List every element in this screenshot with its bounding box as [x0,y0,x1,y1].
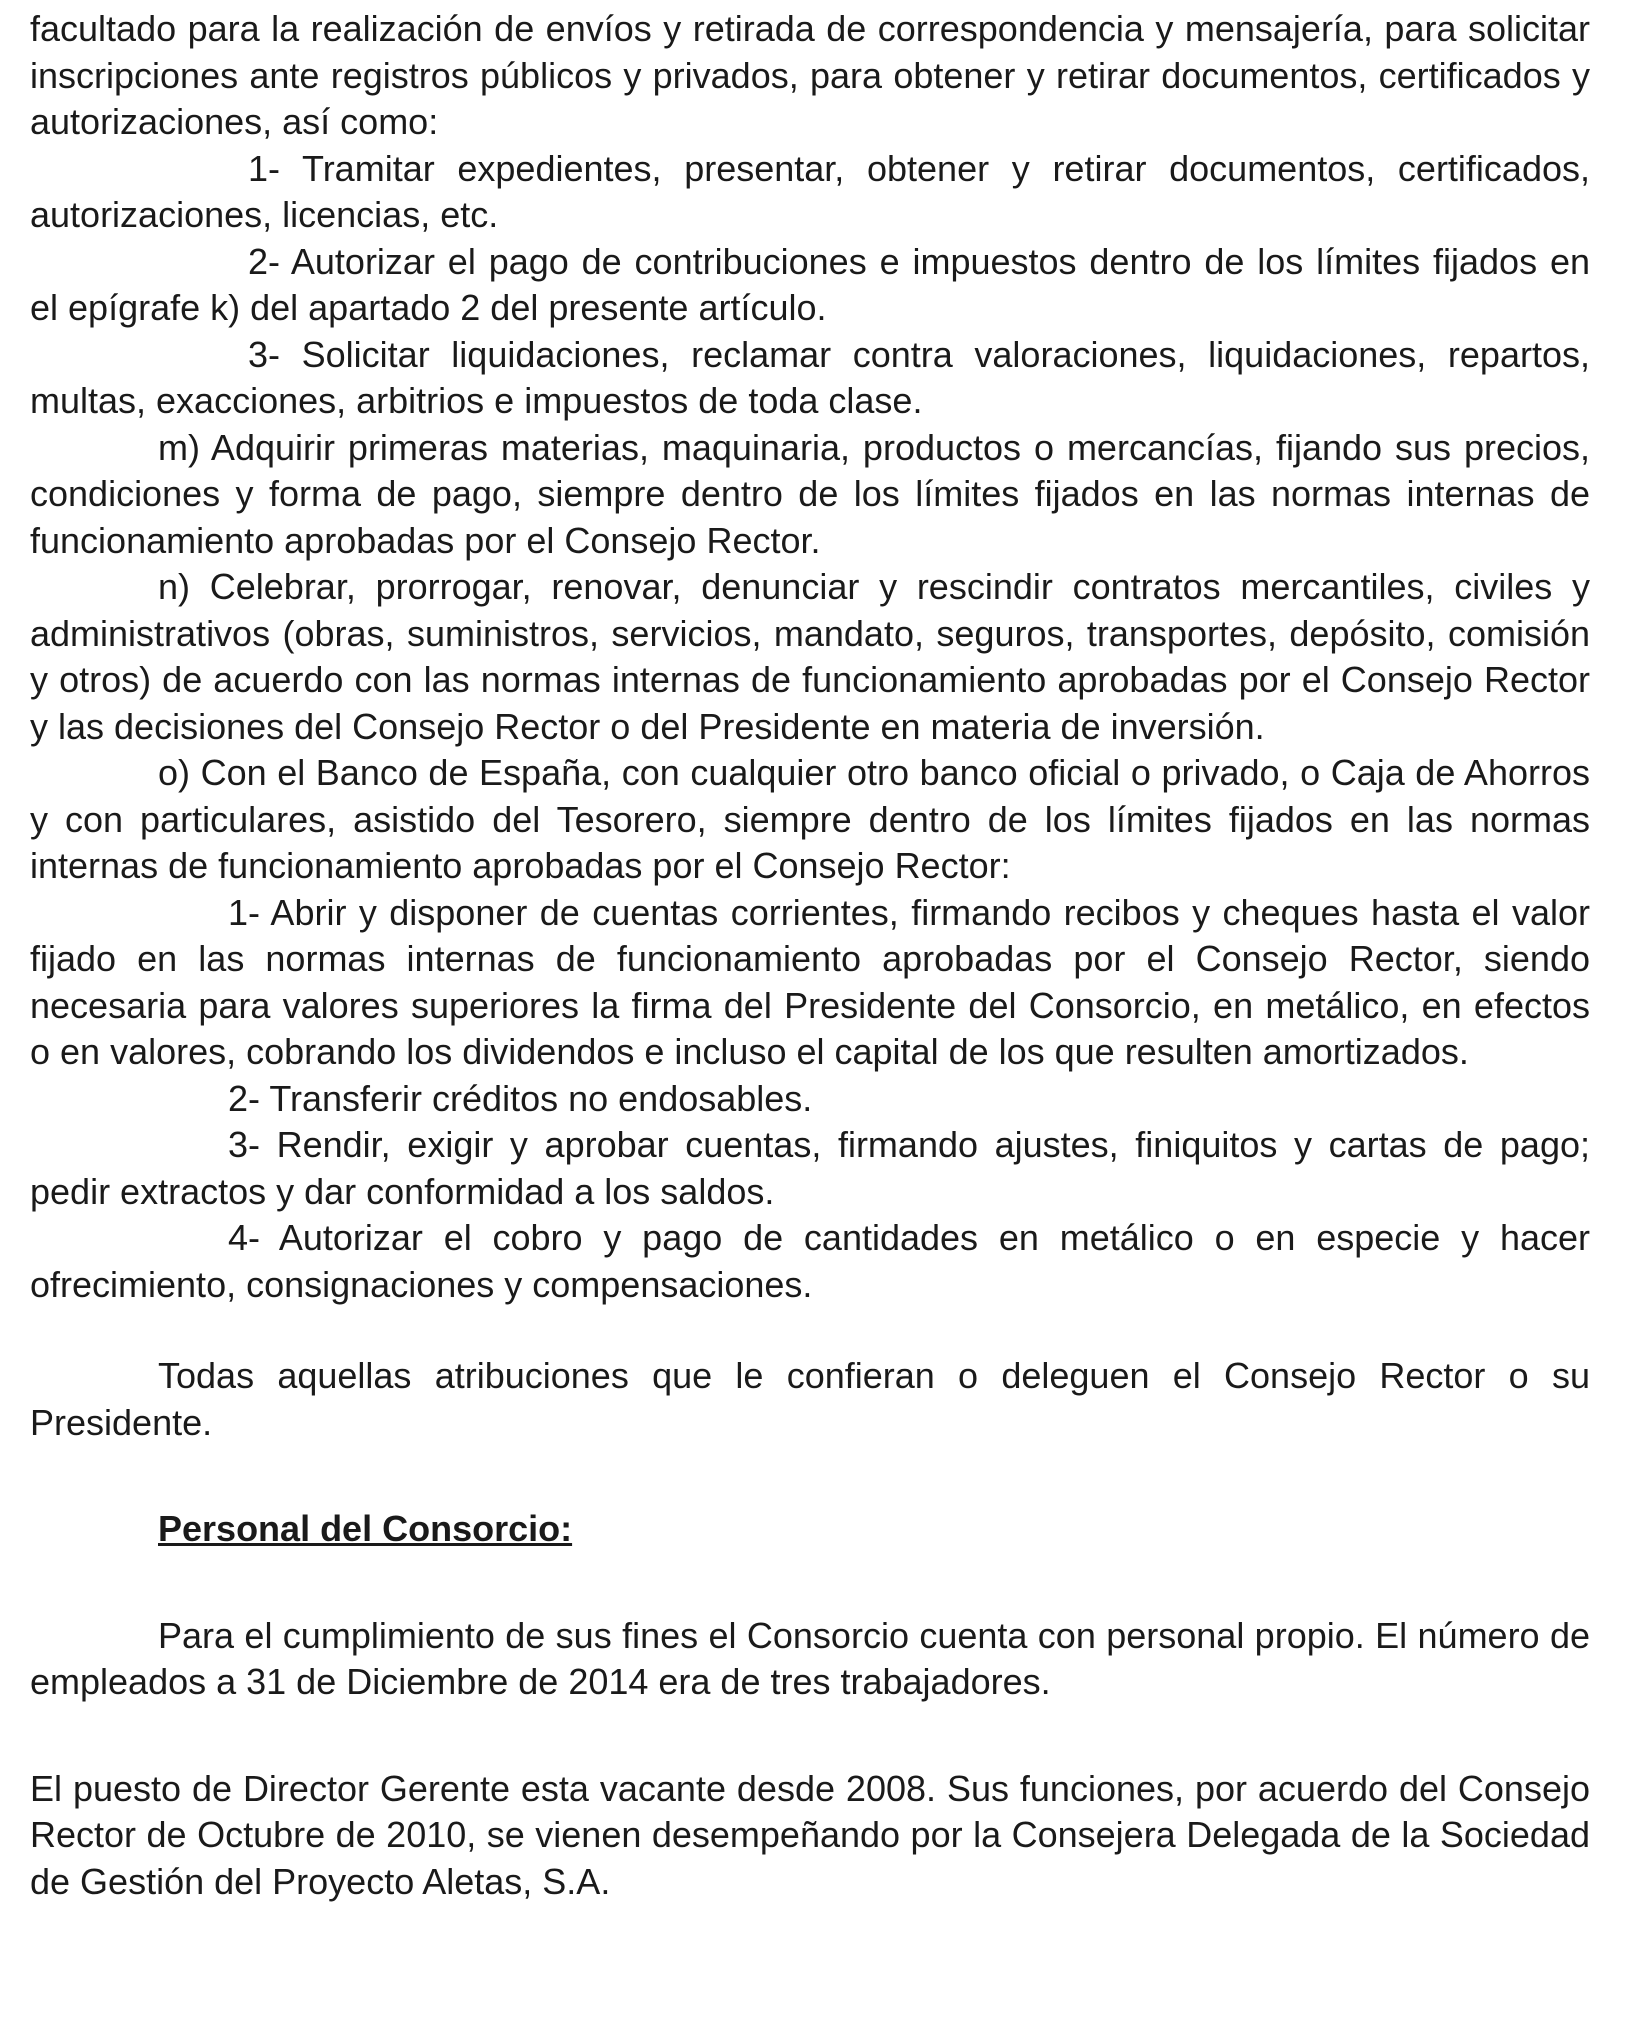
list-item-o-2: 2- Transferir créditos no endosables. [228,1077,813,1119]
paragraph-intro: facultado para la realización de envíos y retirada de correspondencia y mensajería, para solicitar inscripciones ante registros públicos y privados, para obtener y retirar documentos, certificados y autorizaciones, así como: [30,8,1590,142]
paragraph-director: El puesto de Director Gerente esta vacante desde 2008. Sus funciones, por acuerdo del Consejo Rector de Octubre de 2010, se vienen desempeñando por la Consejera Delegada de la Sociedad de Gestión del Proyecto Aletas, S.A. [30,1767,1590,1902]
list-item-1: 1- Tramitar expedientes, presentar, obtener y retirar documentos, certificados, autorizaciones, licencias, etc. [30,147,1590,235]
list-item-o-4: 4- Autorizar el cobro y pago de cantidades en metálico o en especie y hacer ofrecimiento, consignaciones y compensaciones. [30,1217,1590,1305]
document-page [30,6,1590,1905]
list-item-o-3: 3- Rendir, exigir y aprobar cuentas, firmando ajustes, finiquitos y cartas de pago; pedir extractos y dar conformidad a los saldos. [30,1124,1590,1212]
paragraph-m: m) Adquirir primeras materias, maquinaria, productos o mercancías, fijando sus precios, condiciones y forma de pago, siempre dentro de los límites fijados en las normas internas de funcionamiento aprobadas por el Consejo Rector. [30,426,1590,561]
paragraph-personal: Para el cumplimiento de sus fines el Consorcio cuenta con personal propio. El número de empleados a 31 de Diciembre de 2014 era de tres trabajadores. [30,1614,1590,1702]
section-heading: Personal del Consorcio: [158,1508,573,1549]
list-item-2: 2- Autorizar el pago de contribuciones e impuestos dentro de los límites fijados en el epígrafe k) del apartado 2 del presente artículo. [30,240,1590,328]
paragraph-n: n) Celebrar, prorrogar, renovar, denunciar y rescindir contratos mercantiles, civiles y administrativos (obras, suministros, servicios, mandato, seguros, transportes, depósito, comisión y otros) de acuerdo con las normas internas de funcionamiento aprobadas por el Consejo Rector y las decisiones del Consejo Rector o del Presidente en materia de inversión. [30,566,1590,747]
list-item-3: 3- Solicitar liquidaciones, reclamar contra valoraciones, liquidaciones, repartos, multas, exacciones, arbitrios e impuestos de toda clase. [30,333,1590,421]
paragraph-o: o) Con el Banco de España, con cualquier otro banco oficial o privado, o Caja de Ahorros y con particulares, asistido del Tesorero, siempre dentro de los límites fijados en las normas internas de funcionamiento aprobadas por el Consejo Rector: [30,752,1590,886]
list-item-o-1: 1- Abrir y disponer de cuentas corrientes, firmando recibos y cheques hasta el valor fijado en las normas internas de funcionamiento aprobadas por el Consejo Rector, siendo necesaria para valores superiores la firma del Presidente del Consorcio, en metálico, en efectos o en valores, cobrando los dividendos e incluso el capital de los que resulten amortizados. [30,891,1590,1072]
paragraph-todas: Todas aquellas atribuciones que le confieran o deleguen el Consejo Rector o su Presidente. [30,1355,1590,1443]
